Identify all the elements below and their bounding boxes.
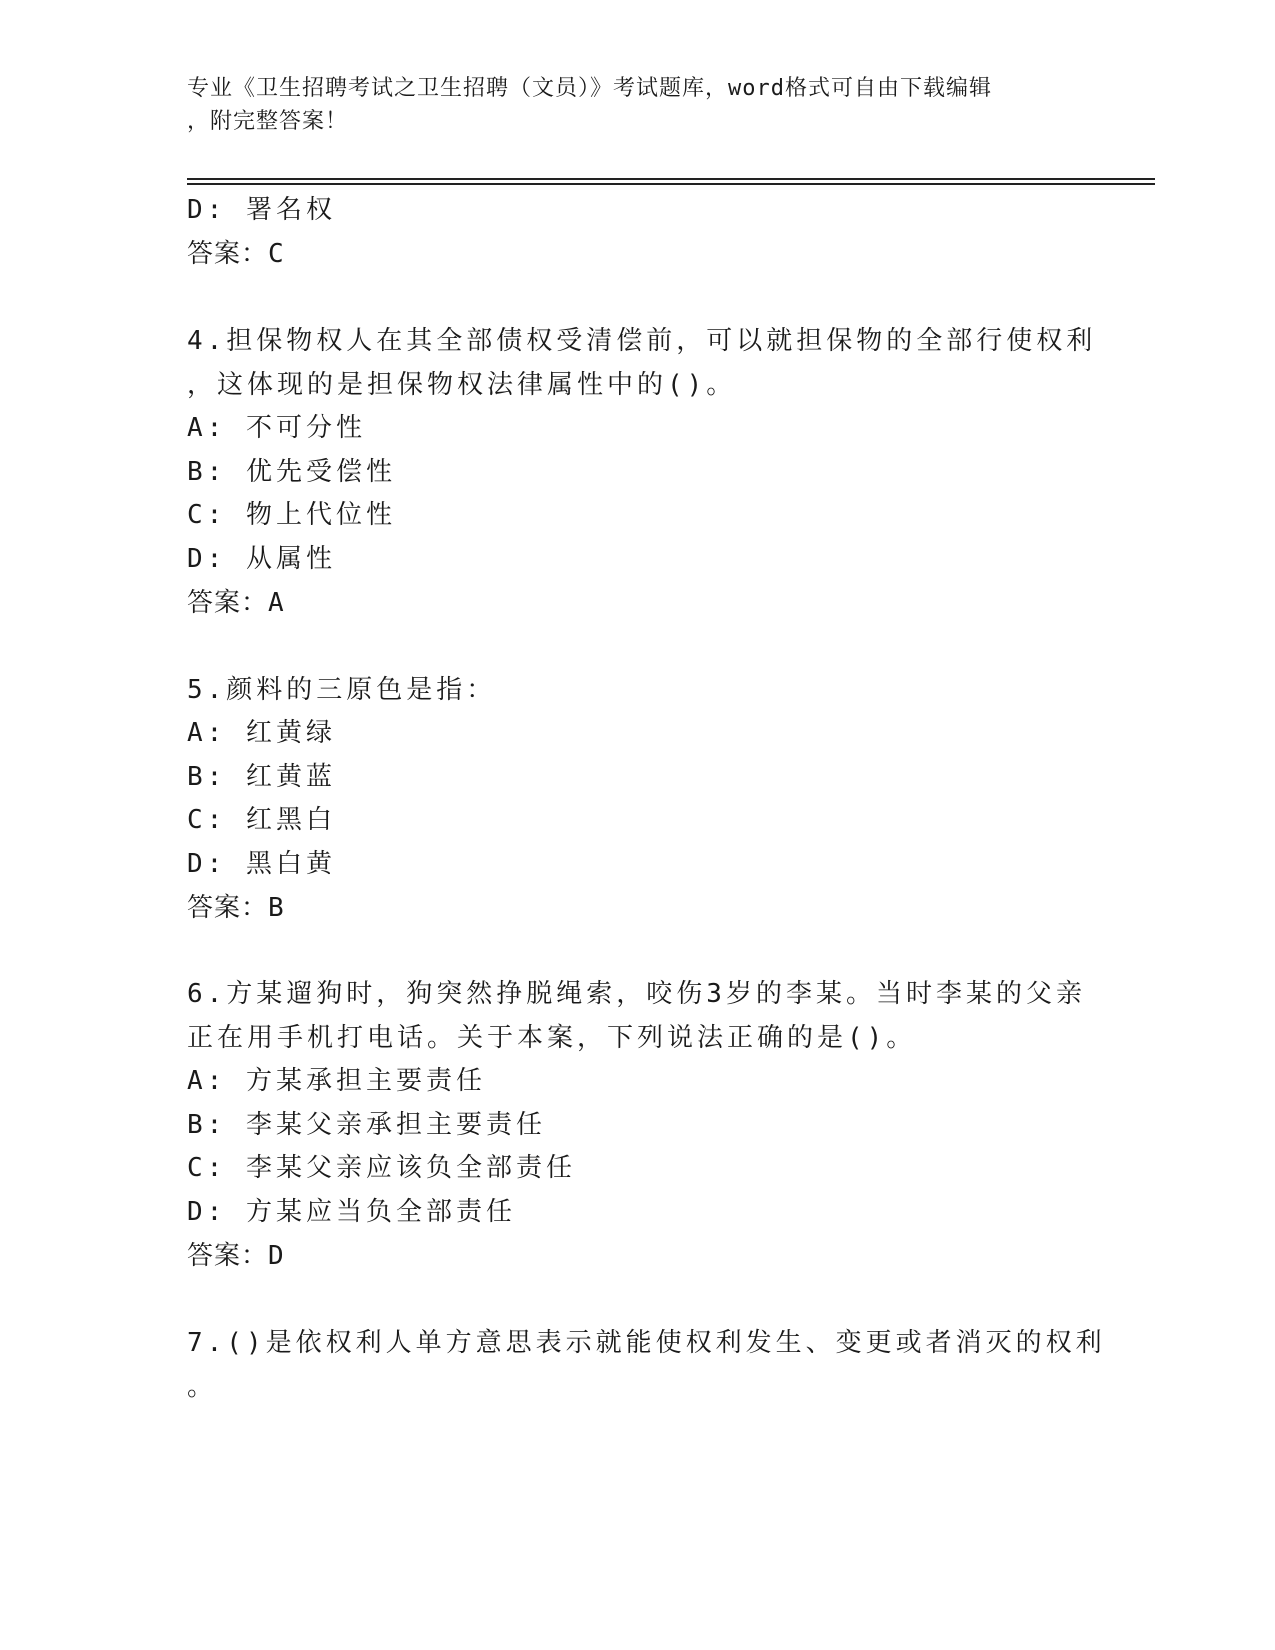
question-7-stem-line-2: 。: [187, 1372, 218, 1402]
header-divider-top: [187, 178, 1155, 180]
question-4-option-b: B: 优先受偿性: [187, 457, 396, 487]
question-5-option-d: D: 黑白黄: [187, 849, 336, 879]
question-6-stem-line-2: 正在用手机打电话。关于本案，下列说法正确的是()。: [187, 1023, 917, 1053]
question-4-stem-line-2: ，这体现的是担保物权法律属性中的()。: [187, 370, 737, 400]
question-6-stem-line-1: 6.方某遛狗时，狗突然挣脱绳索，咬伤3岁的李某。当时李某的父亲: [187, 979, 1086, 1009]
answer: 答案：C: [187, 239, 285, 269]
option-d: D: 署名权: [187, 195, 336, 225]
question-6-option-c: C: 李某父亲应该负全部责任: [187, 1153, 576, 1183]
question-5-option-a: A: 红黄绿: [187, 718, 336, 748]
document-header: [187, 72, 1087, 138]
question-4-stem-line-1: 4.担保物权人在其全部债权受清偿前，可以就担保物的全部行使权利: [187, 326, 1097, 356]
question-4-answer: 答案：A: [187, 588, 285, 618]
header-line-1: 专业《卫生招聘考试之卫生招聘（文员）》考试题库，word格式可自由下载编辑: [187, 76, 992, 101]
header-divider-bottom: [187, 183, 1155, 185]
question-5-stem-line-1: 5.颜料的三原色是指：: [187, 675, 497, 705]
question-4-option-d: D: 从属性: [187, 544, 336, 574]
question-5-answer: 答案：B: [187, 893, 285, 923]
question-7-stem-line-1: 7.()是依权利人单方意思表示就能使权利发生、变更或者消灭的权利: [187, 1328, 1106, 1358]
question-5-option-c: C: 红黑白: [187, 805, 336, 835]
question-5-option-b: B: 红黄蓝: [187, 762, 336, 792]
question-4-option-a: A: 不可分性: [187, 413, 366, 443]
header-line-2: ，附完整答案！: [187, 109, 349, 134]
question-4-option-c: C: 物上代位性: [187, 500, 396, 530]
question-6-option-a: A: 方某承担主要责任: [187, 1066, 486, 1096]
question-6-option-b: B: 李某父亲承担主要责任: [187, 1110, 546, 1140]
question-6-answer: 答案：D: [187, 1241, 285, 1271]
question-6-option-d: D: 方某应当负全部责任: [187, 1197, 516, 1227]
